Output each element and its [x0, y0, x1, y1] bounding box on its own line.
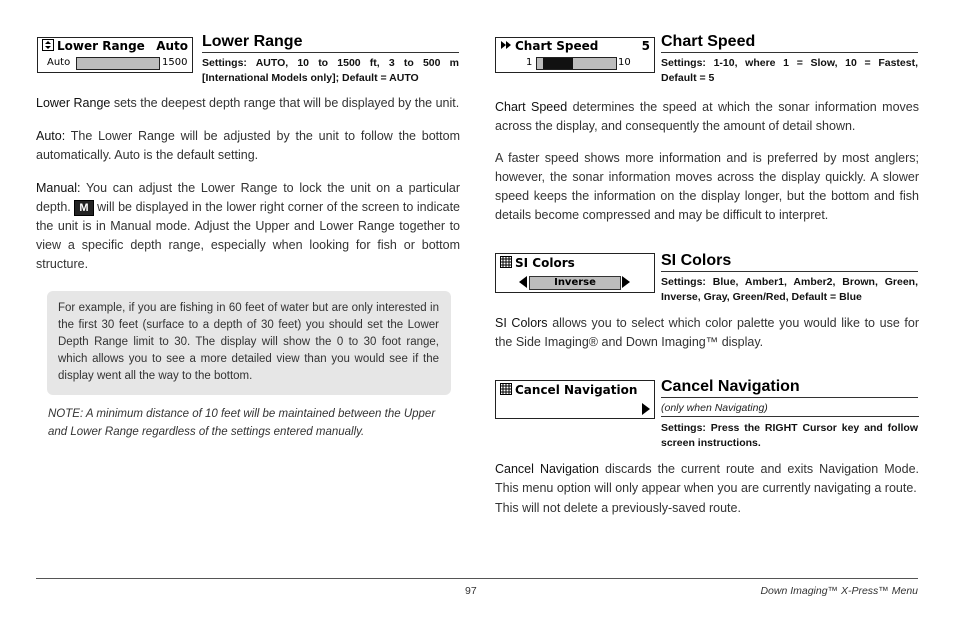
cancel-navigation-paragraph-1: Cancel Navigation discards the current route and exits Navigation Mode. This menu option will only appear when you are currently navigating a route. [495, 462, 919, 495]
footer-divider [36, 578, 918, 579]
up-down-arrow-icon [42, 39, 54, 51]
cancel-navigation-menu-label: Cancel Navigation [515, 383, 638, 397]
si-colors-settings: Settings: Blue, Amber1, Amber2, Brown, Green, Inverse, Gray, Green/Red, Default = Blue [661, 276, 918, 303]
chart-speed-paragraph-2: A faster speed shows more information and is preferred by most anglers; however, the sonar information moves across the display quickly. A slower speed keeps the information on the display longer, but the bottom and fish details become compressed and may be difficult to interpret. [495, 151, 919, 222]
chart-speed-term: Chart Speed [495, 100, 568, 114]
manual-term: Manual: [36, 181, 81, 195]
lower-range-paragraph-manual: Manual: You can adjust the Lower Range to lock the unit on a particular depth. M will be displayed in the lower right corner of the screen to indicate the unit is in Manual mode. Adjust the Upper and Lower Range together to view a specific depth range, especially when looking for fish or bottom structure. [36, 181, 460, 271]
cancel-navigation-subnote-rule [661, 416, 919, 417]
chart-speed-menu-widget [495, 37, 655, 73]
si-colors-right-arrow-icon [622, 276, 630, 288]
si-colors-term: SI Colors [495, 316, 548, 330]
cancel-navigation-subnote: (only when Navigating) [661, 402, 768, 414]
chart-speed-paragraph-1: Chart Speed determines the speed at which the sonar information moves across the display, and consequently the amount of detail shown. [495, 100, 919, 133]
chart-speed-bar-right-label: 10 [618, 57, 631, 68]
chart-speed-slider-fill [543, 58, 572, 69]
cancel-navigation-paragraph-2: This will not delete a previously-saved route. [495, 501, 741, 515]
chart-speed-menu-value: 5 [641, 39, 650, 53]
cancel-navigation-settings: Settings: Press the RIGHT Cursor key and follow screen instructions. [661, 422, 918, 449]
example-callout [47, 291, 451, 395]
lower-range-heading: Lower Range [202, 33, 459, 53]
si-colors-grid-icon [500, 256, 512, 268]
lower-range-bar-right-label: 1500 [162, 57, 188, 68]
cancel-navigation-term: Cancel Navigation [495, 462, 600, 476]
lower-range-term: Lower Range [36, 96, 111, 110]
example-text: For example, if you are fishing in 60 feet of water but are only interested in the first 30 feet (surface to a depth of 30 feet) you should set the Lower Depth Range limit to 30. The display will show the 0 to 30 foot range, which allows you to see a more detailed view than you would see if the display went all the way to the bottom. [58, 302, 439, 382]
cancel-navigation-right-arrow-icon [642, 403, 650, 415]
si-colors-menu-value: Inverse [554, 277, 596, 288]
chart-speed-slider [536, 57, 617, 70]
lower-range-note: NOTE: A minimum distance of 10 feet will be maintained between the Upper and Lower Range regardless of the settings entered manually. [48, 408, 436, 438]
lower-range-menu-label: Lower Range [57, 39, 145, 53]
si-colors-heading: SI Colors [661, 252, 918, 272]
lower-range-paragraph-1: Lower Range sets the deepest depth range that will be displayed by the unit. [36, 96, 460, 110]
lower-range-settings: Settings: AUTO, 10 to 1500 ft, 3 to 500 m [International Models only]; Default = AUTO [202, 57, 459, 84]
note-label: NOTE: [48, 408, 84, 420]
page-number: 97 [465, 585, 477, 597]
chart-speed-heading: Chart Speed [661, 33, 918, 53]
si-colors-left-arrow-icon [519, 276, 527, 288]
auto-term: Auto: [36, 129, 66, 143]
si-colors-paragraph-1: SI Colors allows you to select which color palette you would like to use for the Side Imaging® and Down Imaging™ display. [495, 316, 919, 349]
si-colors-menu-widget [495, 253, 655, 293]
lower-range-bar-left-label: Auto [47, 57, 71, 68]
si-colors-selector [529, 276, 621, 290]
chart-speed-settings: Settings: 1-10, where 1 = Slow, 10 = Fastest, Default = 5 [661, 57, 918, 84]
cancel-navigation-grid-icon [500, 383, 512, 395]
cancel-navigation-menu-widget [495, 380, 655, 419]
chart-speed-icon [500, 39, 512, 51]
chart-speed-menu-label: Chart Speed [515, 39, 599, 53]
si-colors-menu-label: SI Colors [515, 256, 575, 270]
footer-section-title: Down Imaging™ X-Press™ Menu [760, 585, 918, 597]
lower-range-menu-value: Auto [156, 39, 188, 53]
manual-mode-badge: M [74, 200, 93, 216]
lower-range-paragraph-auto: Auto: The Lower Range will be adjusted by the unit to follow the bottom automatically. Auto is the default setting. [36, 129, 460, 162]
lower-range-slider [76, 57, 160, 70]
lower-range-menu-widget [37, 37, 193, 73]
chart-speed-bar-left-label: 1 [526, 57, 533, 68]
cancel-navigation-heading: Cancel Navigation [661, 378, 918, 398]
